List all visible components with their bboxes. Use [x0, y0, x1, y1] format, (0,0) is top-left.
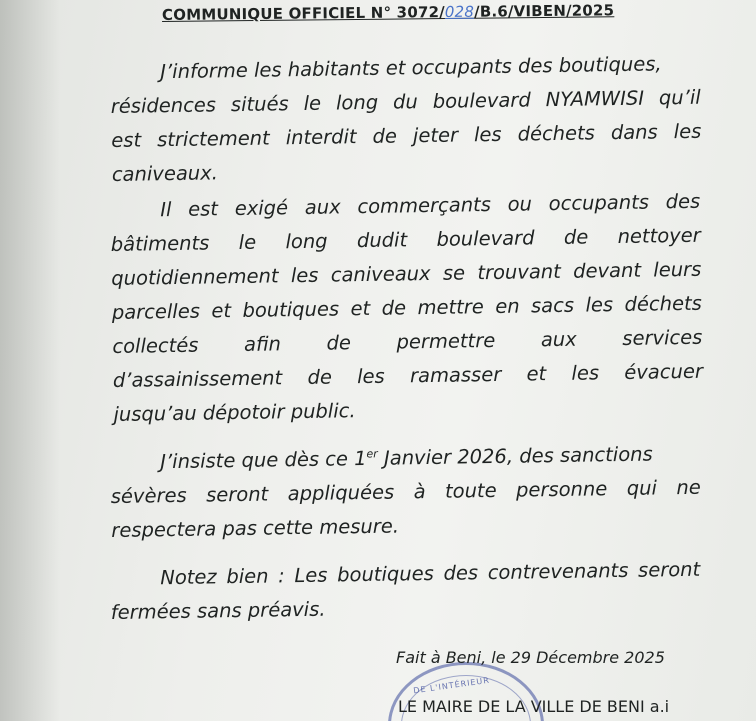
paragraph-2-line: collectés afin de permettre aux services	[112, 325, 703, 358]
header-prefix: COMMUNIQUE OFFICIEL N° 3072/	[161, 3, 445, 24]
paragraph-2-line: quotidiennement les caniveaux se trouvant devant leurs	[111, 257, 702, 290]
signature-title: LE MAIRE DE LA VILLE DE BENI a.i	[398, 697, 670, 716]
communique-header	[162, 1, 614, 24]
paragraph-1-line: caniveaux.	[111, 161, 219, 186]
paragraph-4-line: Notez bien : Les boutiques des contrevenants seront	[160, 557, 701, 590]
paragraph-3-line: sévères seront appliquées à toute personne qui ne	[110, 475, 701, 508]
page-edge-shadow	[0, 0, 60, 721]
header-suffix: /B.6/VIBEN/2025	[473, 1, 615, 21]
paragraph-2-line: bâtiments le long dudit boulevard de nettoyer	[110, 223, 701, 256]
sanction-date-continuation: Janvier 2026, des sanctions	[377, 442, 653, 470]
paragraph-2	[110, 185, 704, 432]
paragraph-4-line: fermées sans préavis.	[110, 597, 326, 624]
ordinal-superscript: er	[366, 447, 378, 461]
paragraph-2-line: Il est exigé aux commerçants ou occupants des	[160, 189, 701, 222]
paragraph-2-line: d’assainissement de les ramasser et les évacuer	[112, 359, 704, 392]
paragraph-2-line: parcelles et boutiques et de mettre en sacs les déchets	[111, 291, 702, 324]
paragraph-2-line: jusqu’au dépotoir public.	[113, 399, 356, 426]
paragraph-1-line: est strictement interdit de jeter les déchets dans les	[111, 119, 702, 152]
header-handwritten-number: 028	[444, 2, 475, 22]
paragraph-1-line: J’informe les habitants et occupants des boutiques,	[160, 52, 662, 84]
paragraph-3-line: respectera pas cette mesure.	[111, 514, 400, 542]
paragraph-1	[110, 47, 702, 192]
stamp-text: DE L'INTÉRIEUR	[412, 675, 491, 696]
paragraph-3	[110, 437, 702, 548]
sanction-date-text: J’insiste que dès ce 1	[160, 446, 367, 474]
paragraph-1-line: résidences situés le long du boulevard NYAMWISI qu’il	[110, 85, 701, 118]
paragraph-4	[110, 553, 701, 630]
signature-place-date: Fait à Beni, le 29 Décembre 2025	[396, 648, 665, 667]
